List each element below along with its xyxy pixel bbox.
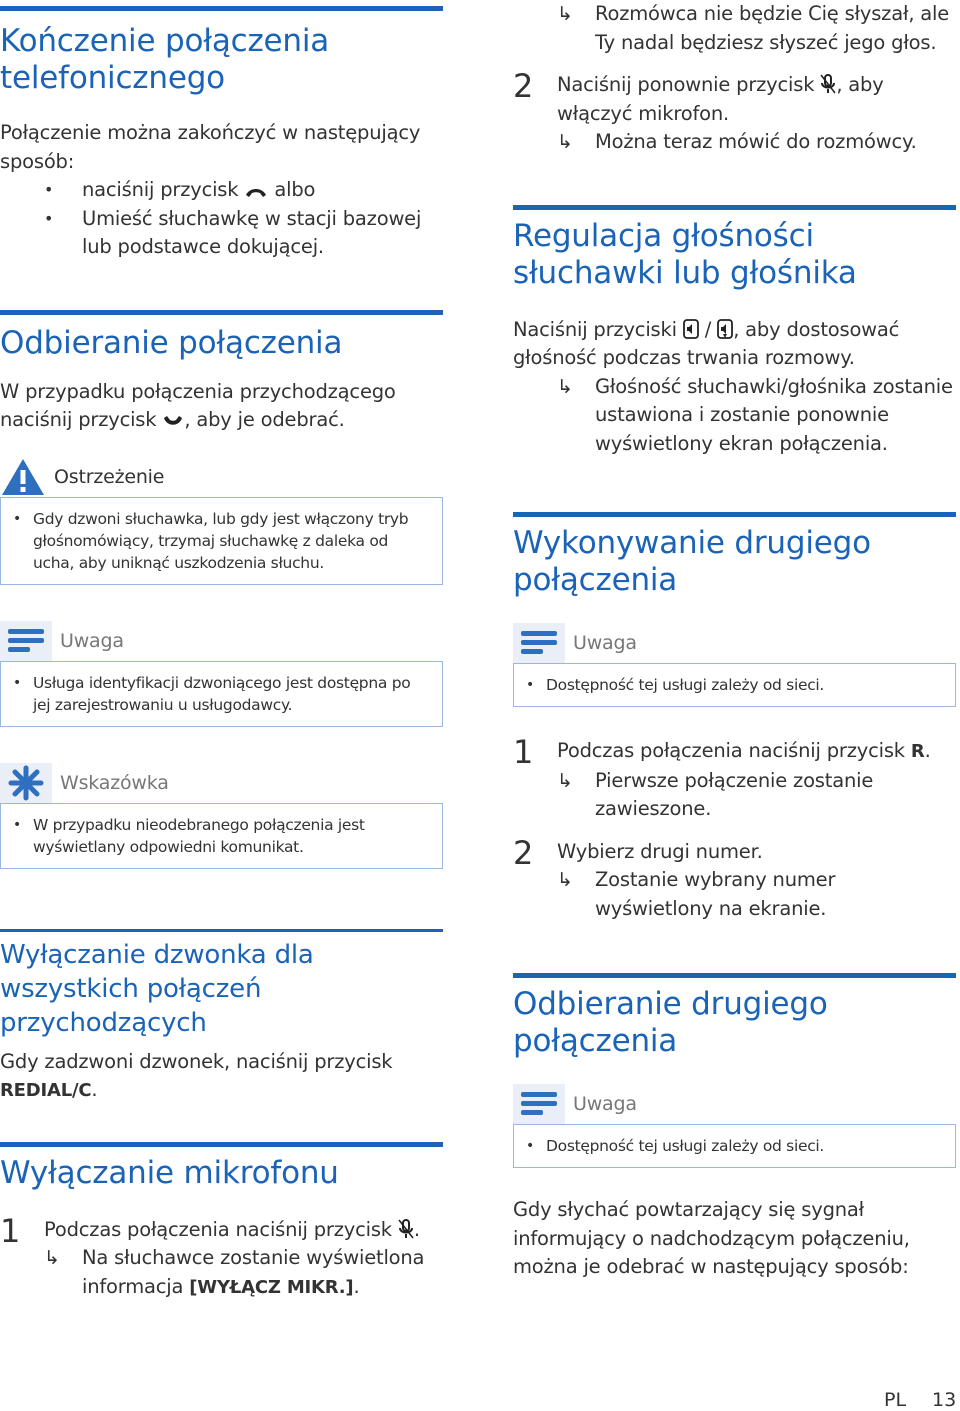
right-column [513,0,956,1282]
note-text: • Dostępność tej usługi zależy od sieci. [546,674,945,696]
step-number: 1 [0,1211,21,1250]
second-call-step-2: 2 Wybierz drugi numer. [513,833,763,872]
mute-ringer-text: Gdy zadzwoni dzwonek, naciśnij przycisk REDIAL/C. [0,1049,393,1101]
microphone-icon [820,74,836,94]
section-rule [0,1142,443,1147]
tip-text: • W przypadku nieodebranego połączenia jest wyświetlany odpowiedni komunikat. [33,814,432,858]
volume-text: Naciśnij przyciski / , aby dostosować głośność podczas trwania rozmowy. [513,317,900,369]
result-arrow-icon: ↳ [557,375,573,398]
note-header [513,623,956,663]
answer-second-text: Gdy słychać powtarzający się sygnał informujący o nadchodzącym połączeniu, można je odebrać w następujący sposób: [513,1198,910,1278]
warning-icon [0,457,46,497]
step-number: 2 [513,67,534,105]
section-title-second-call: Wykonywanie drugiego połączenia [513,525,871,598]
result-arrow-icon: ↳ [557,3,573,25]
talk-icon [162,415,184,429]
end-call-intro: Połączenie można zakończyć w następujący sposób: [0,121,421,173]
section-rule [0,310,443,315]
note-icon [0,621,52,661]
volume-result: ↳ Głośność słuchawki/głośnika zostanie ustawiona i zostanie ponownie wyświetlony ekran połączenia. [557,374,953,455]
note-callout [0,621,443,727]
mute-mic-result-a: ↳ Rozmówca nie będzie Cię słyszał, ale Ty nadal będziesz słyszeć jego głos. [557,2,950,54]
note-icon [513,623,565,663]
section-title-mute-ringer: Wyłączanie dzwonka dla wszystkich połączeń przychodzących [0,939,314,1038]
second-call-step-1: 1 Podczas połączenia naciśnij przycisk R. [513,733,931,771]
result-arrow-icon: ↳ [557,131,573,153]
note-icon [513,1084,565,1124]
footer-language: PL [884,1389,907,1411]
warning-callout [0,457,443,585]
section-rule [513,512,956,517]
section-title-answer-call: Odbieranie połączenia [0,324,343,361]
key-name: REDIAL/C [0,1080,92,1101]
volume-up-icon [683,319,699,339]
result-arrow-icon: ↳ [44,1247,60,1269]
warning-header [0,457,443,497]
warning-label: Ostrzeżenie [54,465,165,488]
page-number: 13 [932,1389,957,1411]
note-callout [513,623,956,707]
section-title-volume: Regulacja głośności słuchawki lub głośnika [513,217,857,291]
step-number: 2 [513,833,534,872]
section-title-answer-second: Odbieranie drugiego połączenia [513,986,828,1059]
result-arrow-icon: ↳ [557,869,573,891]
mute-mic-step-1: 1 Podczas połączenia naciśnij przycisk . [0,1211,420,1250]
left-column [0,0,443,1302]
note-text: • Dostępność tej usługi zależy od sieci. [546,1135,945,1157]
note-label: Uwaga [573,1093,637,1115]
tip-box [0,803,443,869]
mute-mic-step-2: 2 Naciśnij ponownie przycisk , aby włączyć mikrofon. [513,67,884,125]
section-rule [0,6,443,11]
microphone-icon [398,1219,414,1239]
section-title-mute-mic: Wyłączanie mikrofonu [0,1154,339,1191]
note-label: Uwaga [60,629,124,652]
end-call-bullet-2: • Umieść słuchawkę w stacji bazowej lub podstawce dokującej. [0,205,443,262]
note-header [513,1084,956,1124]
end-call-icon [244,185,268,199]
warning-text: • Gdy dzwoni słuchawka, lub gdy jest włączony tryb głośnomówiący, trzymaj słuchawkę z daleka od ucha, aby uniknąć uszkodzenia słuchu. [33,508,432,574]
mute-mic-step-1-result: ↳ Na słuchawce zostanie wyświetlona informacja [WYŁĄCZ MIKR.]. [44,1246,425,1298]
warning-box [0,497,443,585]
tip-header [0,763,443,803]
tip-callout [0,763,443,869]
tip-icon [0,763,52,803]
note-text: • Usługa identyfikacji dzwoniącego jest dostępna po jej zarejestrowaniu u usługodawcy. [33,672,432,716]
note-label: Uwaga [573,632,637,654]
note-callout [513,1084,956,1168]
section-title-end-call: Kończenie połączenia telefonicznego [0,23,330,96]
result-arrow-icon: ↳ [557,769,573,792]
volume-down-icon [717,319,733,339]
note-box [513,1124,956,1168]
step-number: 1 [513,733,534,771]
note-box [0,661,443,727]
answer-call-text: W przypadku połączenia przychodzącego naciśnij przycisk , aby je odebrać. [0,379,396,431]
key-name: R [910,741,925,762]
tip-label: Wskazówka [60,771,169,794]
section-rule [513,205,956,210]
note-box [513,663,956,707]
section-rule [513,973,956,978]
note-header [0,621,443,661]
display-message: [WYŁĄCZ MIKR.] [189,1276,354,1298]
mute-mic-result-b: ↳ Można teraz mówić do rozmówcy. [513,128,956,157]
second-call-step-2-result: ↳ Zostanie wybrany numer wyświetlony na ekranie. [557,868,836,920]
section-rule [0,929,443,932]
second-call-step-1-result: ↳ Pierwsze połączenie zostanie zawieszone. [557,768,874,820]
end-call-bullet-1: • naciśnij przycisk albo [0,176,443,205]
